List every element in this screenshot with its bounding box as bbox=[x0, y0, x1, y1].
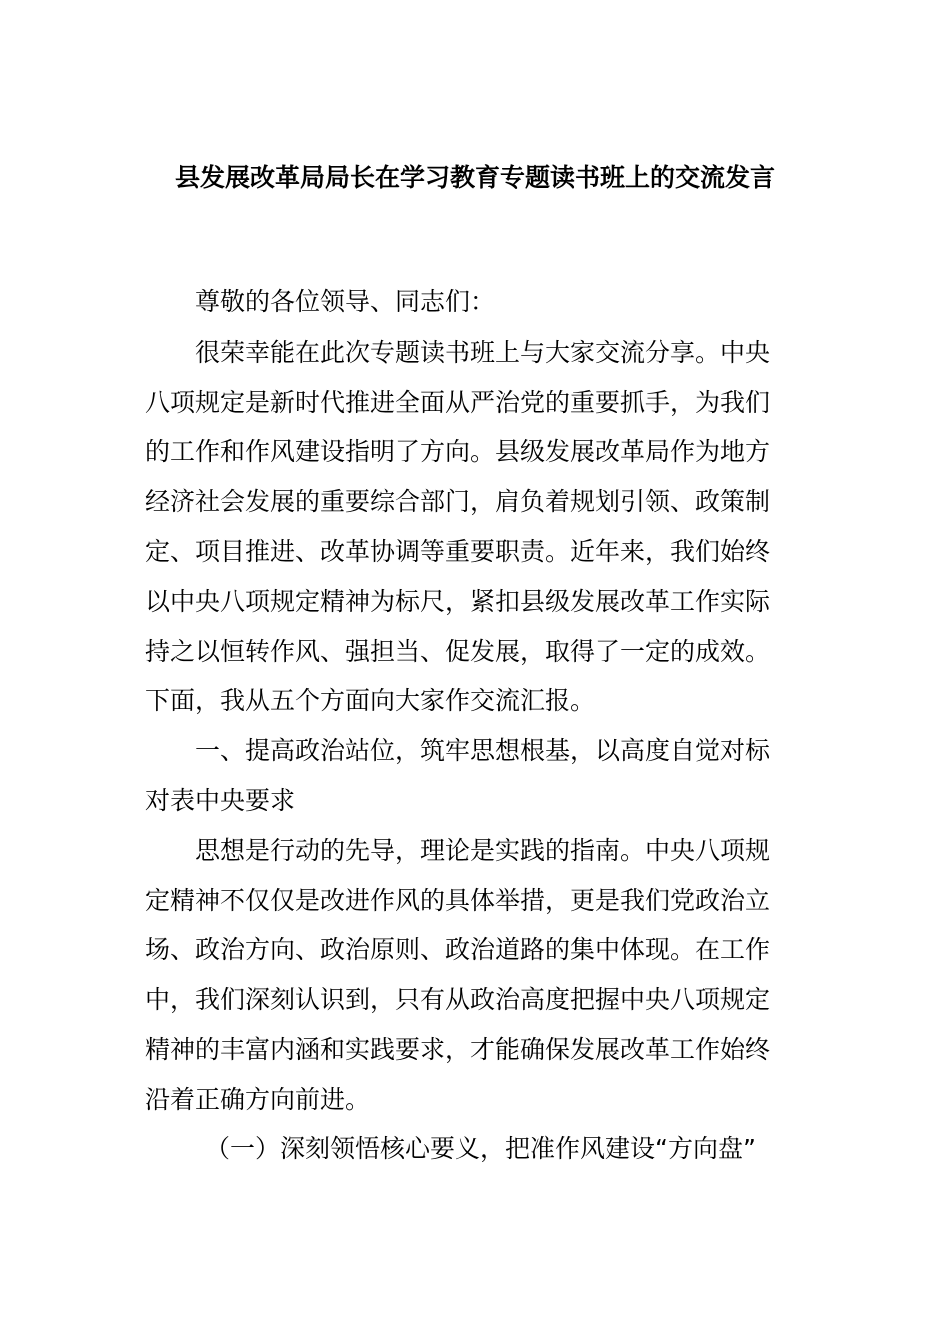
section-heading-line: 一、提高政治站位，筑牢思想根基，以高度自觉对标 bbox=[195, 736, 771, 765]
paragraph-line: 精神的丰富内涵和实践要求，才能确保发展改革工作始终 bbox=[145, 1035, 771, 1064]
paragraph-line: 以中央八项规定精神为标尺，紧扣县级发展改革工作实际 bbox=[145, 587, 771, 616]
paragraph-line: 八项规定是新时代推进全面从严治党的重要抓手，为我们 bbox=[145, 388, 771, 417]
section-heading-line: 对表中央要求 bbox=[145, 786, 296, 815]
salutation-line: 尊敬的各位领导、同志们： bbox=[195, 287, 496, 316]
paragraph-line: 思想是行动的先导，理论是实践的指南。中央八项规 bbox=[195, 836, 771, 865]
paragraph-line: 定精神不仅仅是改进作风的具体举措，更是我们党政治立 bbox=[145, 886, 771, 915]
paragraph-line: 很荣幸能在此次专题读书班上与大家交流分享。中央 bbox=[195, 338, 771, 367]
paragraph-line: 定、项目推进、改革协调等重要职责。近年来，我们始终 bbox=[145, 537, 771, 566]
paragraph-line: 持之以恒转作风、强担当、促发展，取得了一定的成效。 bbox=[145, 637, 771, 666]
paragraph-line: 场、政治方向、政治原则、政治道路的集中体现。在工作 bbox=[145, 935, 771, 964]
document-title: 县发展改革局局长在学习教育专题读书班上的交流发言 bbox=[174, 163, 775, 192]
paragraph-line: 的工作和作风建设指明了方向。县级发展改革局作为地方 bbox=[145, 437, 771, 466]
paragraph-line: 下面，我从五个方面向大家作交流汇报。 bbox=[145, 686, 596, 715]
paragraph-line: 经济社会发展的重要综合部门，肩负着规划引领、政策制 bbox=[145, 487, 771, 516]
paragraph-line: 沿着正确方向前进。 bbox=[145, 1085, 371, 1114]
paragraph-line: 中，我们深刻认识到，只有从政治高度把握中央八项规定 bbox=[145, 985, 771, 1014]
subsection-heading-line: （一）深刻领悟核心要义，把准作风建设“方向盘” bbox=[205, 1134, 756, 1163]
